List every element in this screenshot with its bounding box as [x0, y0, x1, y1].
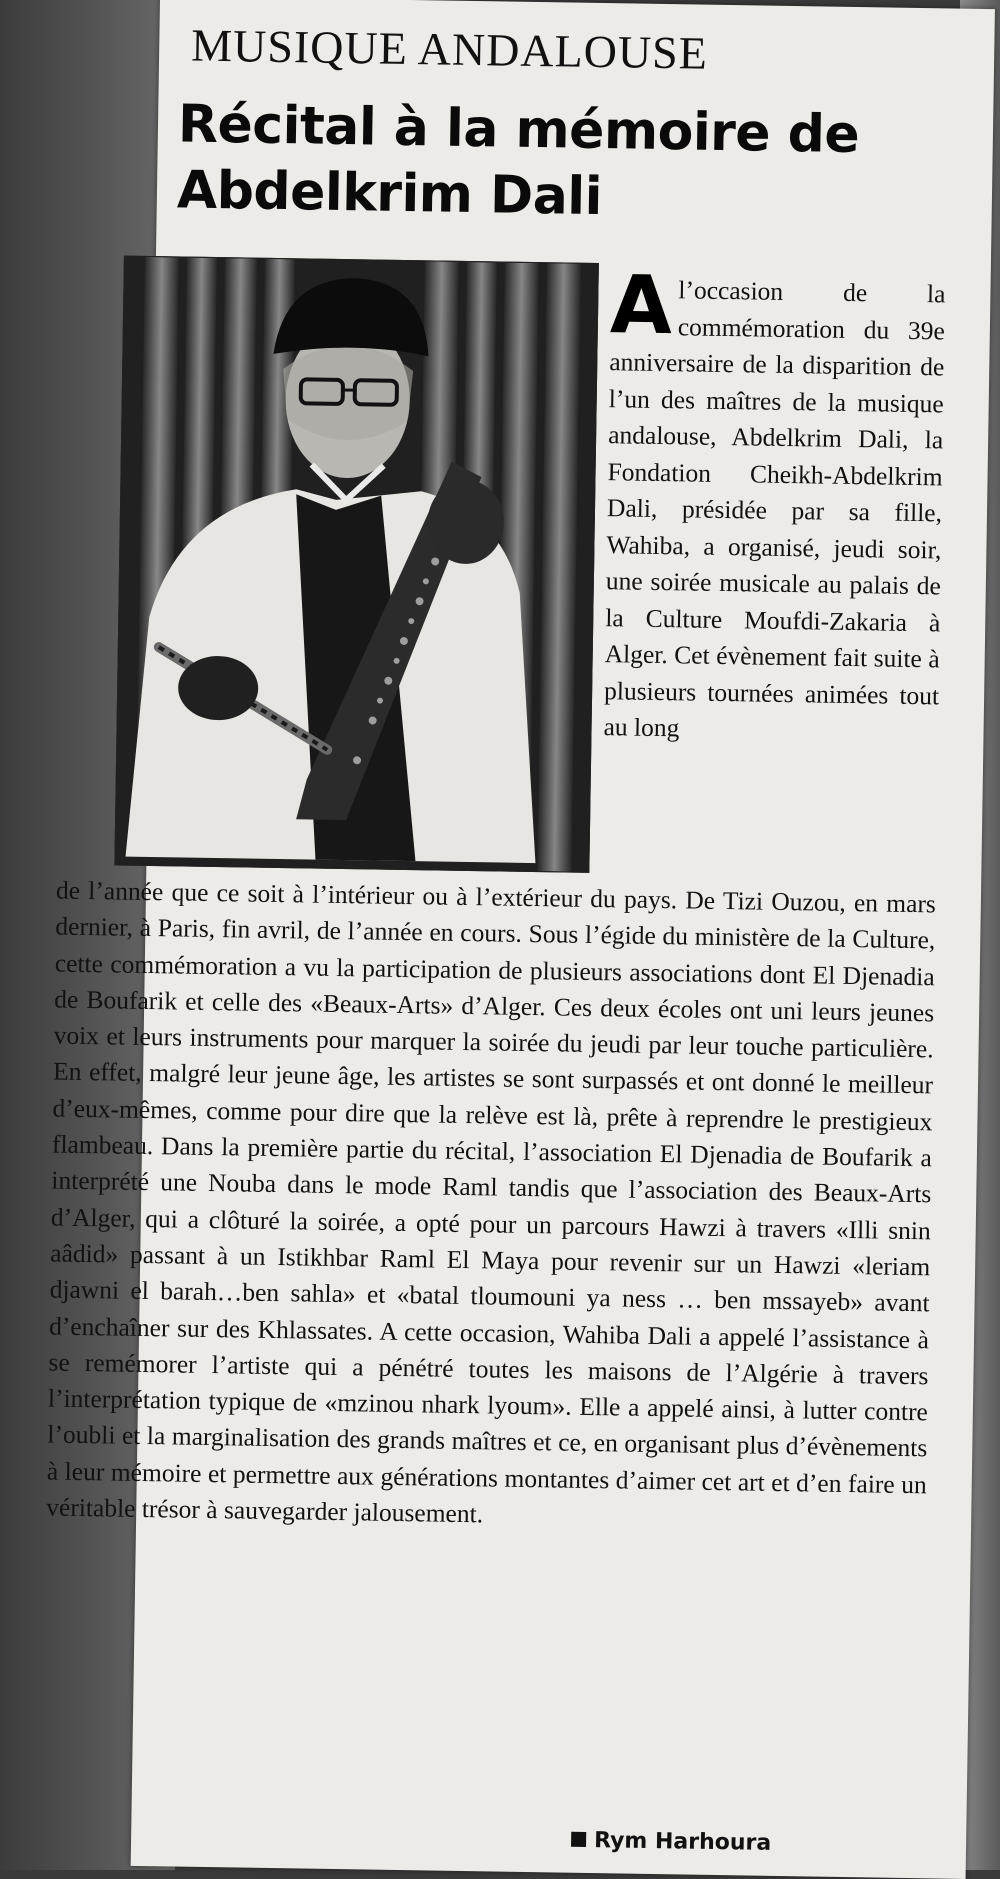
- article-headline: Récital à la mémoire de Abdelkrim Dali: [176, 91, 978, 236]
- article-body: de l’année que ce soit à l’intérieur ou à l’extérieur du pays. De Tizi Ouzou, en mars dernier, à Paris, fin avril, de l’année en cours. Sous l’égide du ministère de la Culture, cette commémoration a vu la participation de plusieurs associations dont El Djenadia de Boufarik et celle des «Beaux-Arts» d’Alger. Ces deux écoles ont uni leurs jeunes voix et leurs instruments pour marquer la soirée du jeudi par leur touche particulière. En effet, malgré leur jeune âge, les artistes se sont surpassés et ont donné le meilleur d’eux-mêmes, comme pour dire que la relève est là, prête à reprendre le prestigieux flambeau. Dans la première partie du récital, l’association El Djenadia de Boufarik a interprété une Nouba dans le mode Raml tandis que l’association des Beaux-Arts d’Alger, qui a clôturé la soirée, a opté pour un parcours Hawzi à travers «Illi snin aâdid» passant à un Istikhbar Raml El Maya pour revenir sur un Hawzi «leriam djawni el barah…ben sahla» et «batal tloumouni ya ness … ben mssayeb» avant d’enchaîner sur des Khlassates. A cette occasion, Wahiba Dali a appelé l’assistance à se remémorer l’artiste qui a pénétré toutes les maisons de l’Algérie à travers l’interprétation typique de «mzinou nhark lyoum». Elle a appelé ainsi, à lutter contre l’oubli et la marginalisation des grands maîtres et ce, en organisant plus d’évènements à leur mémoire et permettre aux générations montantes d’aimer cet art et d’en faire un véritable trésor à sauvegarder jalousement.: [46, 873, 936, 1540]
- drop-cap: A: [610, 273, 673, 338]
- lead-text: l’occasion de la commémoration du 39e anniversaire de la disparition de l’un des maîtres de la musique andalouse, Abdelkrim Dali, la Fondation Cheikh-Abdelkrim Dali, présidée par sa fille, Wahiba, a organisé, jeudi soir, une soirée musicale au palais de la Culture Moufdi-Zakaria à Alger. Cet évènement fait suite à plusieurs tournées animées tout au long: [603, 271, 945, 751]
- byline: [571, 1828, 771, 1856]
- section-kicker: MUSIQUE ANDALOUSE: [191, 19, 708, 80]
- newspaper-clipping: [131, 0, 995, 1879]
- portrait-photo-graphic: [115, 257, 597, 872]
- square-bullet-icon: [571, 1832, 586, 1847]
- author-name: Rym Harhoura: [594, 1828, 771, 1856]
- portrait-photo: [114, 256, 599, 873]
- lead-paragraph: [603, 271, 945, 751]
